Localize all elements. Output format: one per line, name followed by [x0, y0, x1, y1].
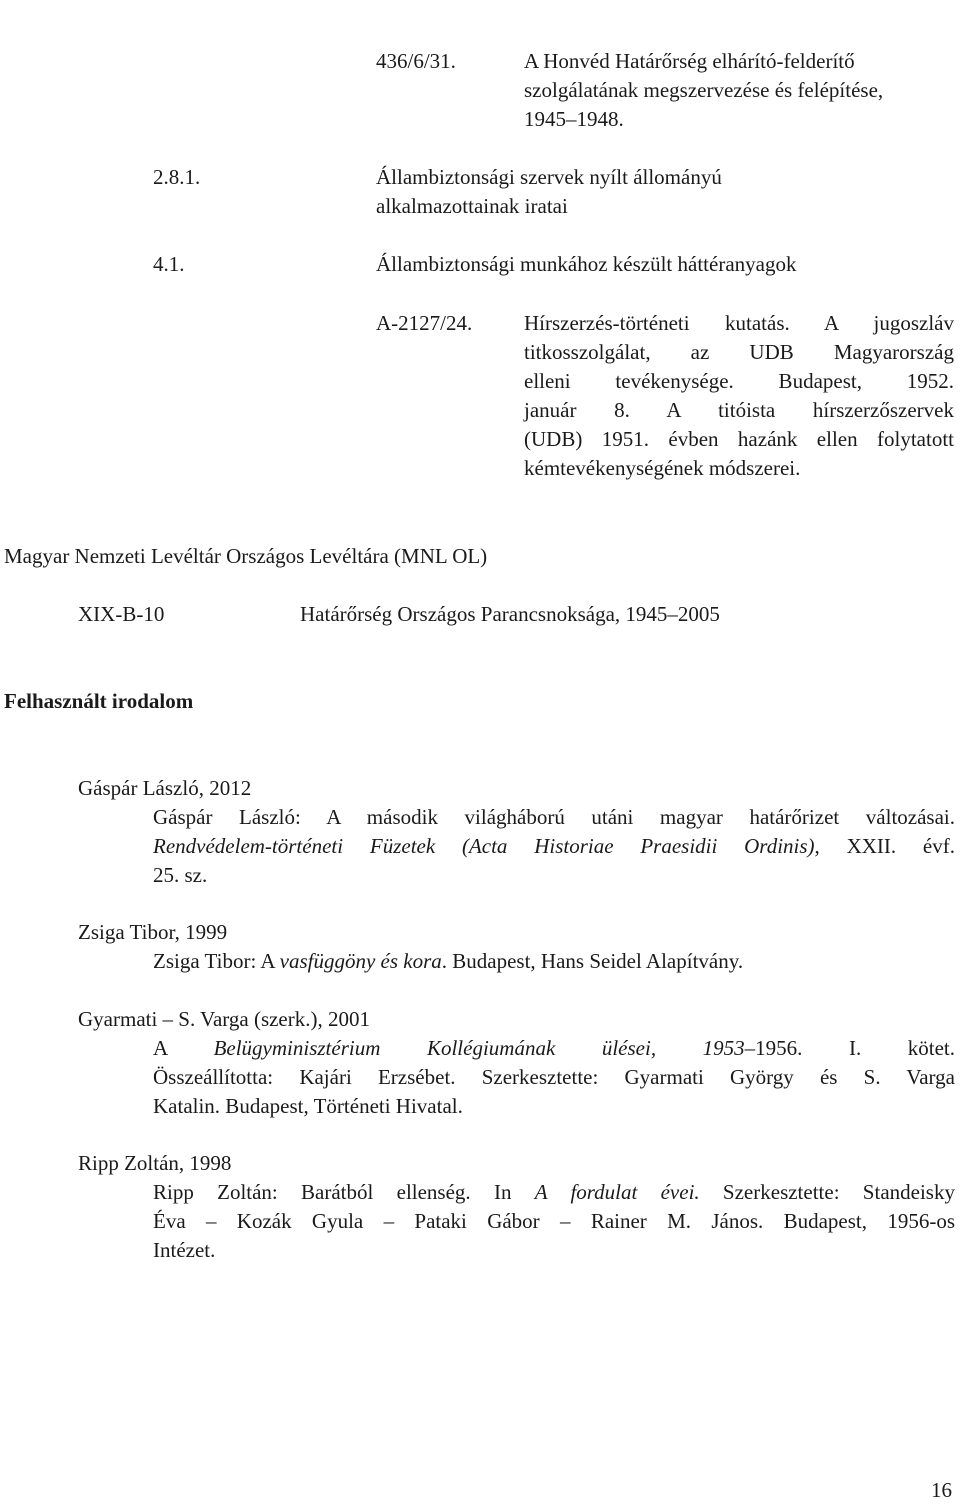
- item-text-line: titkosszolgálat, az UDB Magyarország: [524, 340, 954, 364]
- reference-text-line: Gáspár László: A második világháború utáni magyar határőrizet változásai.: [153, 805, 955, 829]
- section-title-line: Állambiztonsági szervek nyílt állományú: [376, 165, 722, 189]
- reference-text-line: Éva – Kozák Gyula – Pataki Gábor – Rainer M. János. Budapest, 1956-os: [153, 1209, 955, 1233]
- archive-fond-code: XIX-B-10: [78, 602, 165, 626]
- item-text-line: (UDB) 1951. évben hazánk ellen folytatott: [524, 427, 954, 451]
- fond-title-line: 1945–1948.: [524, 107, 624, 131]
- reference-text-line: Katalin. Budapest, Történeti Hivatal.: [153, 1094, 463, 1118]
- archive-fond-title: Határőrség Országos Parancsnoksága, 1945–2005: [300, 602, 720, 626]
- reference-key: Ripp Zoltán, 1998: [78, 1151, 232, 1175]
- reference-text-line: [153, 832, 955, 861]
- reference-key: Zsiga Tibor, 1999: [78, 920, 228, 944]
- section-title-line: alkalmazottainak iratai: [376, 194, 568, 218]
- journal-title: Rendvédelem-történeti Füzetek (Acta Historiae Praesidii Ordinis): [153, 834, 815, 858]
- reference-key: Gyarmati – S. Varga (szerk.), 2001: [78, 1007, 370, 1031]
- reference-publisher: . Budapest, Hans Seidel Alapítvány.: [441, 949, 744, 973]
- reference-text-line: Összeállította: Kajári Erzsébet. Szerkesztette: Gyarmati György és S. Varga: [153, 1065, 955, 1089]
- book-title: Belügyminisztérium Kollégiumának ülései, 1953–: [213, 1036, 756, 1060]
- journal-issue: , XXII. évf.: [814, 834, 955, 858]
- fond-title-line: A Honvéd Határőrség elhárító-felderítő: [524, 49, 855, 73]
- reference-text-line: 25. sz.: [153, 863, 208, 887]
- reference-volume: 1956. I. kötet.: [755, 1036, 955, 1060]
- book-title: A fordulat évei.: [534, 1180, 700, 1204]
- fond-title-line: szolgálatának megszervezése és felépítése,: [524, 78, 884, 102]
- page-number: 16: [931, 1478, 952, 1502]
- reference-text-line: Intézet.: [153, 1238, 216, 1262]
- item-code: A-2127/24.: [376, 311, 473, 335]
- reference-key: Gáspár László, 2012: [78, 776, 252, 800]
- item-text-line: Hírszerzés-történeti kutatás. A jugoszláv: [524, 311, 954, 335]
- reference-author: Ripp Zoltán: Barátból ellenség. In: [153, 1180, 535, 1204]
- section-title: Állambiztonsági munkához készült háttéranyagok: [376, 252, 797, 276]
- section-code: 4.1.: [153, 252, 185, 276]
- reference-text-line: [153, 1034, 955, 1063]
- fond-code: 436/6/31.: [376, 49, 456, 73]
- reference-text-line: [153, 1178, 955, 1207]
- archive-heading: Magyar Nemzeti Levéltár Országos Levéltára (MNL OL): [4, 544, 488, 568]
- item-text-line: elleni tevékenysége. Budapest, 1952.: [524, 369, 954, 393]
- literature-heading: Felhasznált irodalom: [4, 689, 194, 713]
- reference-text-line: [153, 947, 743, 976]
- section-code: 2.8.1.: [153, 165, 201, 189]
- book-title: vasfüggöny és kora: [279, 949, 442, 973]
- reference-article: A: [153, 1036, 214, 1060]
- reference-editor: Szerkesztette: Standeisky: [699, 1180, 955, 1204]
- item-text-line: január 8. A titóista hírszerzőszervek: [524, 398, 954, 422]
- item-text-line: kémtevékenységének módszerei.: [524, 456, 801, 480]
- reference-author: Zsiga Tibor: A: [153, 949, 280, 973]
